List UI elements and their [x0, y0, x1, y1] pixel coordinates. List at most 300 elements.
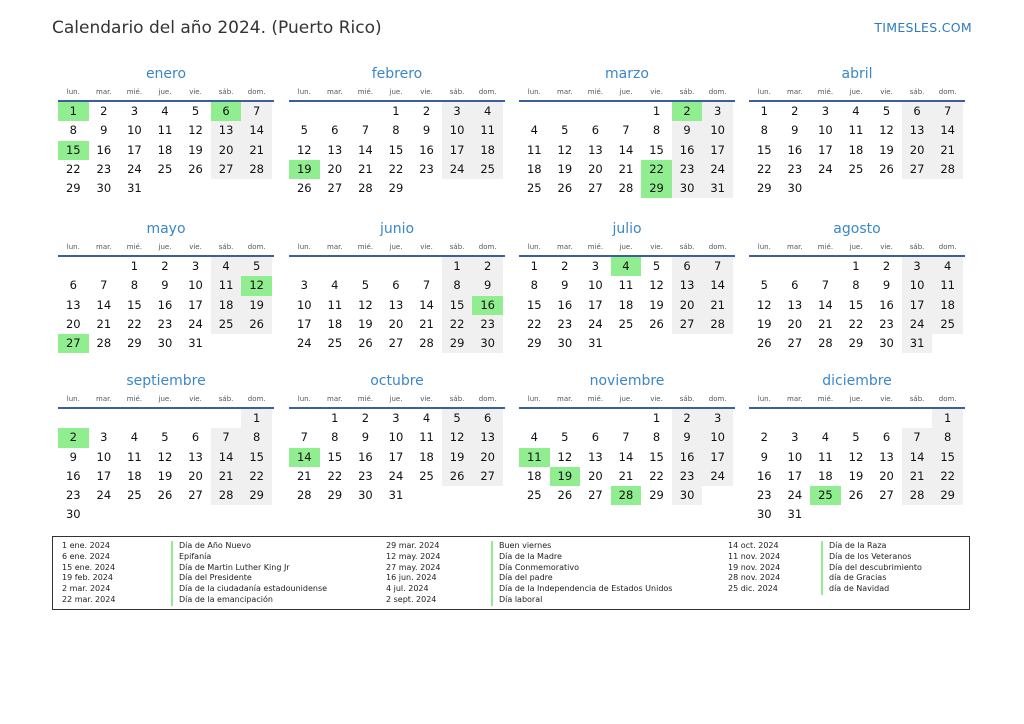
day-cell: 8 [852, 278, 860, 293]
day-cell: 1 [760, 104, 768, 118]
day-cell: 25 [127, 488, 142, 503]
weekday-label: mar. [557, 243, 573, 251]
day-cell: 22 [526, 316, 542, 331]
empty-cell [89, 409, 120, 428]
day-cell: 11 [157, 123, 173, 138]
legend-date: 22 mar. 2024 [62, 594, 116, 604]
weekday-header [289, 239, 505, 257]
legend-date: 28 nov. 2024 [728, 573, 781, 583]
day-cell: 12 [756, 297, 772, 312]
day-cell: 21 [358, 161, 373, 176]
day-cell: 5 [561, 123, 569, 138]
week-row [749, 505, 965, 524]
weekday-label: vie. [420, 88, 433, 96]
weekday-label: jue. [389, 395, 403, 403]
weekday-label: vie. [880, 243, 893, 251]
empty-cell [289, 409, 320, 428]
legend-date: 15 ene. 2024 [62, 562, 116, 572]
day-cell: 15 [442, 296, 473, 315]
day-cell: 27 [388, 336, 404, 351]
empty-cell [442, 486, 473, 505]
empty-cell [180, 409, 211, 428]
day-cell: 29 [848, 336, 864, 351]
weekday-label: sáb. [679, 395, 695, 403]
week-row [289, 315, 505, 334]
day-cell: 9 [422, 123, 431, 138]
day-cell: 6 [392, 278, 400, 293]
day-cell: 30 [756, 507, 772, 522]
day-cell: 21 [702, 296, 733, 315]
legend-names-column [829, 541, 922, 595]
empty-cell [780, 409, 811, 428]
day-cell: 19 [879, 142, 894, 157]
day-cell: 18 [818, 468, 833, 483]
day-cell: 8 [392, 123, 400, 138]
week-row [749, 160, 965, 179]
day-cell: 16 [96, 142, 112, 157]
weekday-label: lun. [527, 395, 541, 403]
day-cell: 7 [241, 102, 272, 121]
holiday-day-cell: 14 [289, 448, 320, 467]
week-row [58, 141, 274, 160]
holiday-day-cell: 6 [211, 102, 242, 121]
weekday-label: vie. [420, 243, 433, 251]
weekday-label: jue. [849, 88, 863, 96]
weekday-label: dom. [938, 395, 957, 403]
day-cell: 1 [130, 259, 139, 273]
week-row [519, 467, 735, 486]
day-cell: 23 [756, 488, 772, 503]
week-row [58, 505, 274, 524]
day-cell: 21 [818, 316, 833, 331]
day-cell: 17 [588, 297, 603, 312]
day-cell: 24 [442, 160, 473, 179]
day-cell: 24 [388, 468, 404, 483]
month-title: julio [612, 221, 642, 237]
day-cell: 23 [879, 316, 894, 331]
day-cell: 29 [241, 486, 272, 505]
weekday-label: lun. [757, 395, 771, 403]
day-cell: 26 [241, 315, 272, 334]
day-cell: 3 [702, 102, 733, 121]
holiday-day-cell: 19 [289, 160, 320, 179]
day-cell: 26 [157, 488, 173, 503]
day-cell: 18 [526, 468, 542, 483]
weekday-header [289, 391, 505, 409]
day-cell: 7 [211, 428, 242, 447]
week-row [749, 428, 965, 447]
day-cell: 18 [157, 142, 173, 157]
day-cell: 12 [557, 449, 573, 464]
day-cell: 9 [561, 278, 569, 293]
month-octubre [289, 371, 505, 505]
day-cell: 17 [96, 468, 112, 483]
day-cell: 13 [588, 142, 603, 157]
weekday-label: mié. [126, 243, 143, 251]
weekday-label: sáb. [449, 88, 465, 96]
legend-holiday-name: Día de Año Nuevo [179, 541, 251, 550]
empty-cell [411, 257, 442, 276]
week-row [519, 257, 735, 276]
month-noviembre [519, 371, 735, 505]
day-cell: 10 [296, 297, 312, 312]
day-cell: 24 [702, 467, 733, 486]
weekday-header [749, 391, 965, 409]
week-row [519, 296, 735, 315]
weekday-label: mar. [557, 88, 573, 96]
day-cell: 6 [902, 102, 933, 121]
day-cell: 28 [932, 160, 963, 179]
day-cell: 17 [902, 296, 933, 315]
day-cell: 7 [300, 430, 308, 445]
day-cell: 2 [100, 104, 108, 118]
weekday-label: mié. [126, 88, 143, 96]
day-cell: 16 [672, 141, 703, 160]
day-cell: 15 [388, 142, 404, 157]
empty-cell [932, 334, 963, 353]
day-cell: 16 [787, 142, 803, 157]
day-cell: 22 [327, 468, 343, 483]
day-cell: 9 [472, 276, 503, 295]
week-row [289, 276, 505, 295]
weekday-label: mié. [357, 395, 374, 403]
day-cell: 9 [882, 278, 891, 293]
month-diciembre [749, 371, 965, 525]
weekday-label: dom. [247, 88, 266, 96]
weekday-label: dom. [938, 88, 957, 96]
empty-cell [411, 486, 442, 505]
empty-cell [841, 409, 872, 428]
day-cell: 13 [672, 276, 703, 295]
day-cell: 10 [702, 428, 733, 447]
day-cell: 22 [848, 316, 864, 331]
day-cell: 7 [821, 278, 830, 293]
week-row [519, 121, 735, 140]
day-cell: 16 [65, 468, 81, 483]
weekday-label: mar. [327, 88, 343, 96]
empty-cell [871, 505, 902, 524]
week-row [289, 257, 505, 276]
day-cell: 20 [588, 468, 603, 483]
day-cell: 28 [96, 336, 112, 351]
day-cell: 27 [327, 181, 343, 196]
day-cell: 14 [211, 448, 242, 467]
day-cell: 15 [526, 297, 542, 312]
day-cell: 26 [557, 488, 573, 503]
day-cell: 6 [472, 409, 503, 428]
day-cell: 26 [358, 336, 373, 351]
day-cell: 8 [331, 430, 339, 445]
month-julio [519, 219, 735, 353]
empty-cell [550, 409, 581, 428]
day-cell: 20 [879, 468, 894, 483]
day-cell: 27 [188, 488, 203, 503]
weekday-label: sáb. [218, 243, 234, 251]
day-cell: 18 [127, 468, 142, 483]
week-row [289, 428, 505, 447]
day-cell: 27 [787, 336, 803, 351]
weekday-label: dom. [247, 395, 266, 403]
weekday-label: jue. [619, 395, 633, 403]
holiday-day-cell: 29 [641, 179, 672, 198]
weekday-label: dom. [478, 395, 497, 403]
day-cell: 9 [791, 123, 799, 138]
week-row [749, 334, 965, 353]
legend-holiday-name: Día laboral [499, 594, 543, 604]
day-cell: 9 [100, 123, 108, 138]
day-cell: 25 [526, 181, 542, 196]
holiday-day-cell: 2 [58, 428, 89, 447]
week-row [289, 179, 505, 198]
weekday-header [289, 84, 505, 102]
day-cell: 25 [932, 315, 963, 334]
site-link[interactable]: TIMESLES.COM [874, 20, 972, 35]
day-cell: 9 [760, 449, 768, 464]
day-cell: 2 [161, 259, 169, 273]
day-cell: 18 [932, 296, 963, 315]
day-cell: 22 [756, 161, 772, 176]
weekday-label: mar. [327, 395, 343, 403]
empty-cell [381, 257, 412, 276]
day-cell: 4 [821, 430, 830, 445]
day-cell: 29 [327, 488, 343, 503]
day-cell: 29 [932, 486, 963, 505]
week-row [289, 334, 505, 353]
day-cell: 29 [756, 181, 772, 196]
week-row [749, 315, 965, 334]
day-cell: 27 [879, 488, 894, 503]
day-cell: 24 [787, 488, 803, 503]
day-cell: 13 [879, 449, 894, 464]
day-cell: 31 [188, 336, 203, 351]
day-cell: 6 [191, 430, 200, 445]
empty-cell [150, 179, 181, 198]
day-cell: 8 [932, 428, 963, 447]
holiday-legend [52, 536, 970, 610]
month-title: noviembre [589, 373, 665, 389]
day-cell: 13 [65, 297, 81, 312]
weekday-label: vie. [189, 395, 202, 403]
weekday-label: jue. [849, 395, 863, 403]
weekday-label: mié. [587, 88, 604, 96]
day-cell: 7 [622, 123, 630, 138]
day-cell: 17 [442, 141, 473, 160]
day-cell: 16 [419, 142, 434, 157]
day-cell: 12 [358, 297, 373, 312]
weekday-label: dom. [478, 88, 497, 96]
empty-cell [442, 179, 473, 198]
day-cell: 3 [591, 259, 600, 273]
weekday-label: vie. [880, 395, 893, 403]
day-cell: 16 [157, 297, 173, 312]
day-cell: 20 [188, 468, 203, 483]
week-row [749, 179, 965, 198]
day-cell: 20 [327, 161, 343, 176]
day-cell: 1 [932, 409, 963, 428]
day-cell: 21 [241, 141, 272, 160]
day-cell: 23 [672, 467, 703, 486]
day-cell: 19 [241, 296, 272, 315]
day-cell: 14 [702, 276, 733, 295]
day-cell: 23 [557, 316, 573, 331]
week-row [749, 296, 965, 315]
day-cell: 1 [241, 409, 272, 428]
legend-holiday-name: Día de la ciudadanía estadounidense [179, 584, 328, 594]
day-cell: 2 [422, 104, 431, 118]
day-cell: 10 [442, 121, 473, 140]
legend-date: 19 nov. 2024 [728, 562, 781, 572]
week-row [58, 448, 274, 467]
day-cell: 16 [557, 297, 573, 312]
weekday-label: mié. [357, 243, 374, 251]
empty-cell [350, 257, 381, 276]
day-cell: 2 [561, 259, 569, 273]
day-cell: 6 [591, 123, 600, 138]
day-cell: 16 [672, 448, 703, 467]
weekday-label: lun. [757, 88, 771, 96]
month-title: febrero [371, 66, 423, 82]
weekday-label: lun. [757, 243, 771, 251]
day-cell: 12 [649, 278, 664, 293]
day-cell: 31 [588, 336, 603, 351]
day-cell: 11 [211, 276, 242, 295]
week-row [289, 121, 505, 140]
day-cell: 19 [756, 316, 772, 331]
empty-cell [902, 409, 933, 428]
day-cell: 4 [932, 257, 963, 276]
day-cell: 2 [791, 104, 799, 118]
day-cell: 22 [127, 316, 142, 331]
day-cell: 20 [787, 316, 803, 331]
day-cell: 13 [472, 428, 503, 447]
day-cell: 11 [127, 449, 142, 464]
day-cell: 30 [787, 181, 803, 196]
day-cell: 28 [618, 181, 634, 196]
weekday-label: jue. [389, 243, 403, 251]
week-row [519, 102, 735, 121]
empty-cell [580, 102, 611, 121]
empty-cell [902, 505, 933, 524]
weekday-label: dom. [478, 243, 497, 251]
week-row [58, 102, 274, 121]
day-cell: 14 [358, 142, 373, 157]
day-cell: 24 [96, 488, 112, 503]
empty-cell [611, 102, 642, 121]
day-cell: 1 [331, 411, 339, 425]
day-cell: 11 [472, 121, 503, 140]
day-cell: 15 [649, 449, 664, 464]
day-cell: 7 [100, 278, 108, 293]
day-cell: 8 [130, 278, 139, 293]
day-cell: 24 [902, 315, 933, 334]
month-septiembre [58, 371, 274, 525]
day-cell: 17 [127, 142, 142, 157]
weekday-label: jue. [389, 88, 403, 96]
legend-names-column [499, 541, 672, 606]
day-cell: 13 [388, 297, 404, 312]
day-cell: 5 [852, 430, 860, 445]
day-cell: 22 [65, 161, 81, 176]
empty-cell [58, 409, 89, 428]
day-cell: 14 [818, 297, 833, 312]
day-cell: 2 [672, 409, 703, 428]
day-cell: 14 [618, 142, 634, 157]
day-cell: 12 [848, 449, 864, 464]
day-cell: 23 [358, 468, 373, 483]
week-row [58, 179, 274, 198]
weekday-label: lun. [66, 243, 80, 251]
holiday-day-cell: 22 [641, 160, 672, 179]
day-cell: 21 [296, 468, 312, 483]
day-cell: 23 [419, 161, 434, 176]
day-cell: 5 [652, 259, 661, 273]
day-cell: 27 [902, 160, 933, 179]
weekday-header [58, 84, 274, 102]
day-cell: 21 [211, 467, 242, 486]
week-row [58, 315, 274, 334]
day-cell: 18 [618, 297, 634, 312]
day-cell: 19 [358, 316, 373, 331]
week-row [58, 428, 274, 447]
week-row [519, 448, 735, 467]
week-row [289, 160, 505, 179]
weekday-label: sáb. [218, 395, 234, 403]
day-cell: 7 [361, 123, 370, 138]
holiday-day-cell: 27 [58, 334, 89, 353]
week-row [58, 296, 274, 315]
day-cell: 25 [419, 468, 434, 483]
legend-holiday-marker [821, 541, 823, 595]
day-cell: 13 [188, 449, 203, 464]
month-title: abril [841, 66, 873, 82]
day-cell: 23 [157, 316, 173, 331]
day-cell: 13 [211, 121, 242, 140]
day-cell: 30 [157, 336, 173, 351]
day-cell: 28 [358, 181, 373, 196]
empty-cell [89, 257, 120, 276]
day-cell: 25 [526, 488, 542, 503]
day-cell: 25 [327, 336, 343, 351]
month-marzo [519, 64, 735, 198]
empty-cell [472, 179, 503, 198]
day-cell: 27 [588, 181, 603, 196]
weekday-label: mié. [817, 88, 834, 96]
day-cell: 15 [649, 142, 664, 157]
day-cell: 3 [821, 104, 830, 118]
legend-dates-column [728, 541, 780, 595]
empty-cell [780, 257, 811, 276]
day-cell: 21 [618, 468, 634, 483]
legend-date: 14 oct. 2024 [728, 541, 779, 550]
legend-holiday-name: Día de Martin Luther King Jr [179, 562, 290, 572]
day-cell: 29 [442, 334, 473, 353]
week-row [749, 467, 965, 486]
day-cell: 1 [852, 259, 860, 273]
day-cell: 31 [902, 334, 933, 353]
day-cell: 13 [588, 449, 603, 464]
weekday-label: dom. [708, 243, 727, 251]
day-cell: 3 [392, 411, 400, 425]
empty-cell [211, 334, 242, 353]
weekday-label: sáb. [449, 243, 465, 251]
weekday-label: mié. [587, 243, 604, 251]
empty-cell [550, 102, 581, 121]
empty-cell [810, 179, 841, 198]
year-calendar [58, 64, 968, 534]
week-row [519, 315, 735, 334]
day-cell: 20 [388, 316, 404, 331]
week-row [749, 409, 965, 428]
